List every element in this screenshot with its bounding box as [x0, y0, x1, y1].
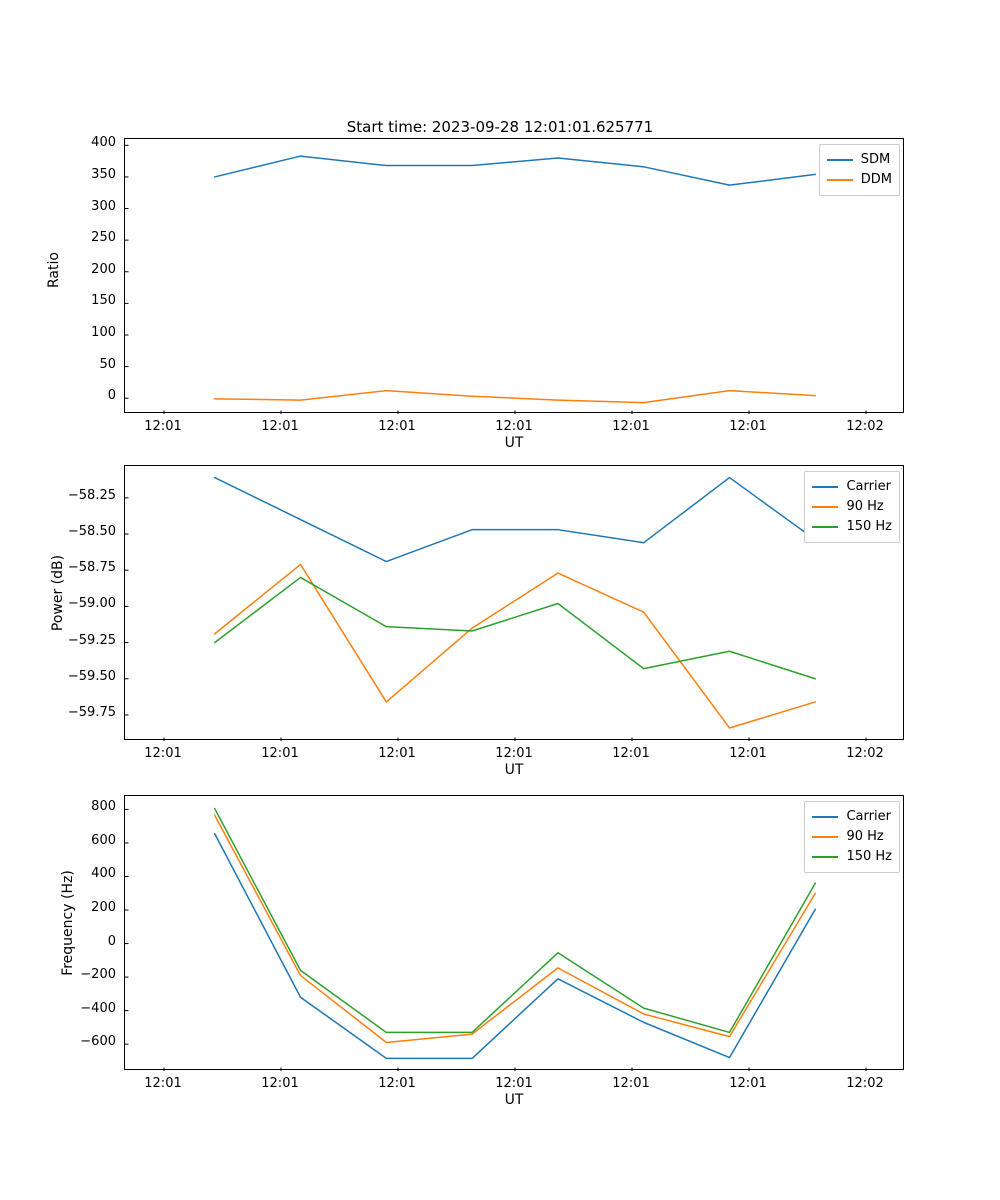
y-tick-label: −59.50 [67, 668, 116, 684]
legend-color-swatch [812, 486, 838, 488]
series-line-90-hz [215, 564, 816, 728]
y-tick-label: 100 [91, 324, 116, 340]
legend-label: 150 Hz [846, 849, 892, 864]
x-tick-label: 12:01 [144, 1076, 182, 1091]
y-axis-label-frequency: Frequency (Hz) [60, 870, 76, 976]
x-tick-label: 12:02 [846, 746, 884, 761]
panel-ratio [0, 110, 1000, 451]
x-tick-label: 12:01 [378, 1076, 416, 1091]
series-line-ddm [215, 391, 816, 403]
legend-item[interactable] [812, 847, 892, 867]
y-tick-label: −58.25 [67, 487, 116, 503]
y-tick-label: 600 [91, 832, 116, 848]
y-tick-label: 350 [91, 166, 116, 182]
y-tick-label: 200 [91, 900, 116, 916]
x-tick-label: 12:01 [261, 746, 299, 761]
legend-item[interactable] [812, 497, 892, 517]
ratio-lines [125, 139, 905, 414]
legend-item[interactable] [812, 477, 892, 497]
x-tick-label: 12:01 [612, 746, 650, 761]
x-tick-label: 12:01 [495, 746, 533, 761]
x-tick-label: 12:01 [144, 746, 182, 761]
x-axis-label-frequency: UT [504, 1092, 524, 1108]
x-tick-label: 12:01 [612, 1076, 650, 1091]
x-tick-label: 12:01 [612, 419, 650, 434]
legend-label: SDM [860, 152, 891, 167]
figure-title: Start time: 2023-09-28 12:01:01.625771 [346, 118, 654, 136]
x-axis-label-ratio: UT [504, 435, 524, 451]
panel-frequency [0, 785, 1000, 1115]
x-tick-label: 12:01 [729, 746, 767, 761]
y-axis-label-power: Power (dB) [50, 554, 66, 632]
legend-label: Carrier [846, 479, 891, 494]
series-line-carrier [215, 834, 816, 1059]
legend-label: 150 Hz [846, 519, 892, 534]
plot-area-frequency [124, 795, 904, 1070]
y-tick-label: 50 [99, 356, 116, 372]
legend-frequency[interactable] [804, 801, 900, 873]
y-tick-label: −400 [80, 1000, 116, 1016]
x-tick-label: 12:02 [846, 419, 884, 434]
y-tick-label: 150 [91, 293, 116, 309]
power-lines [125, 466, 905, 741]
y-tick-label: −59.00 [67, 596, 116, 612]
x-tick-label: 12:01 [729, 1076, 767, 1091]
legend-item[interactable] [827, 170, 892, 190]
legend-label: DDM [860, 172, 892, 187]
legend-label: 90 Hz [846, 829, 884, 844]
y-tick-label: −59.25 [67, 632, 116, 648]
legend-ratio[interactable] [819, 144, 900, 196]
plot-area-ratio [124, 138, 904, 413]
y-tick-label: 400 [91, 866, 116, 882]
series-line-sdm [215, 156, 816, 185]
legend-color-swatch [812, 856, 838, 858]
y-tick-label: 0 [107, 388, 116, 404]
x-axis-label-power: UT [504, 762, 524, 778]
series-line-90-hz [215, 815, 816, 1042]
y-tick-label: −58.75 [67, 560, 116, 576]
y-axis-label-ratio: Ratio [46, 252, 62, 288]
x-tick-label: 12:01 [729, 419, 767, 434]
y-tick-label: 200 [91, 261, 116, 277]
x-tick-label: 12:01 [495, 419, 533, 434]
x-tick-label: 12:01 [261, 1076, 299, 1091]
legend-item[interactable] [812, 807, 892, 827]
frequency-lines [125, 796, 905, 1071]
legend-item[interactable] [827, 150, 892, 170]
y-tick-label: 0 [107, 933, 116, 949]
legend-color-swatch [812, 526, 838, 528]
legend-power[interactable] [804, 471, 900, 543]
x-tick-label: 12:01 [495, 1076, 533, 1091]
legend-color-swatch [827, 159, 853, 161]
x-tick-label: 12:02 [846, 1076, 884, 1091]
panel-power [0, 455, 1000, 785]
y-tick-label: −200 [80, 967, 116, 983]
legend-color-swatch [827, 179, 853, 181]
x-tick-label: 12:01 [144, 419, 182, 434]
legend-item[interactable] [812, 827, 892, 847]
series-line-150-hz [215, 809, 816, 1033]
x-tick-label: 12:01 [261, 419, 299, 434]
y-tick-label: −600 [80, 1034, 116, 1050]
y-tick-label: −59.75 [67, 704, 116, 720]
legend-label: 90 Hz [846, 499, 884, 514]
y-tick-label: −58.50 [67, 524, 116, 540]
y-tick-label: 400 [91, 135, 116, 151]
y-tick-label: 300 [91, 198, 116, 214]
x-tick-label: 12:01 [378, 746, 416, 761]
legend-color-swatch [812, 816, 838, 818]
legend-color-swatch [812, 506, 838, 508]
legend-item[interactable] [812, 517, 892, 537]
y-tick-label: 250 [91, 230, 116, 246]
legend-color-swatch [812, 836, 838, 838]
plot-area-power [124, 465, 904, 740]
legend-label: Carrier [846, 809, 891, 824]
series-line-carrier [215, 478, 816, 562]
x-tick-label: 12:01 [378, 419, 416, 434]
y-tick-label: 800 [91, 799, 116, 815]
series-line-150-hz [215, 577, 816, 678]
